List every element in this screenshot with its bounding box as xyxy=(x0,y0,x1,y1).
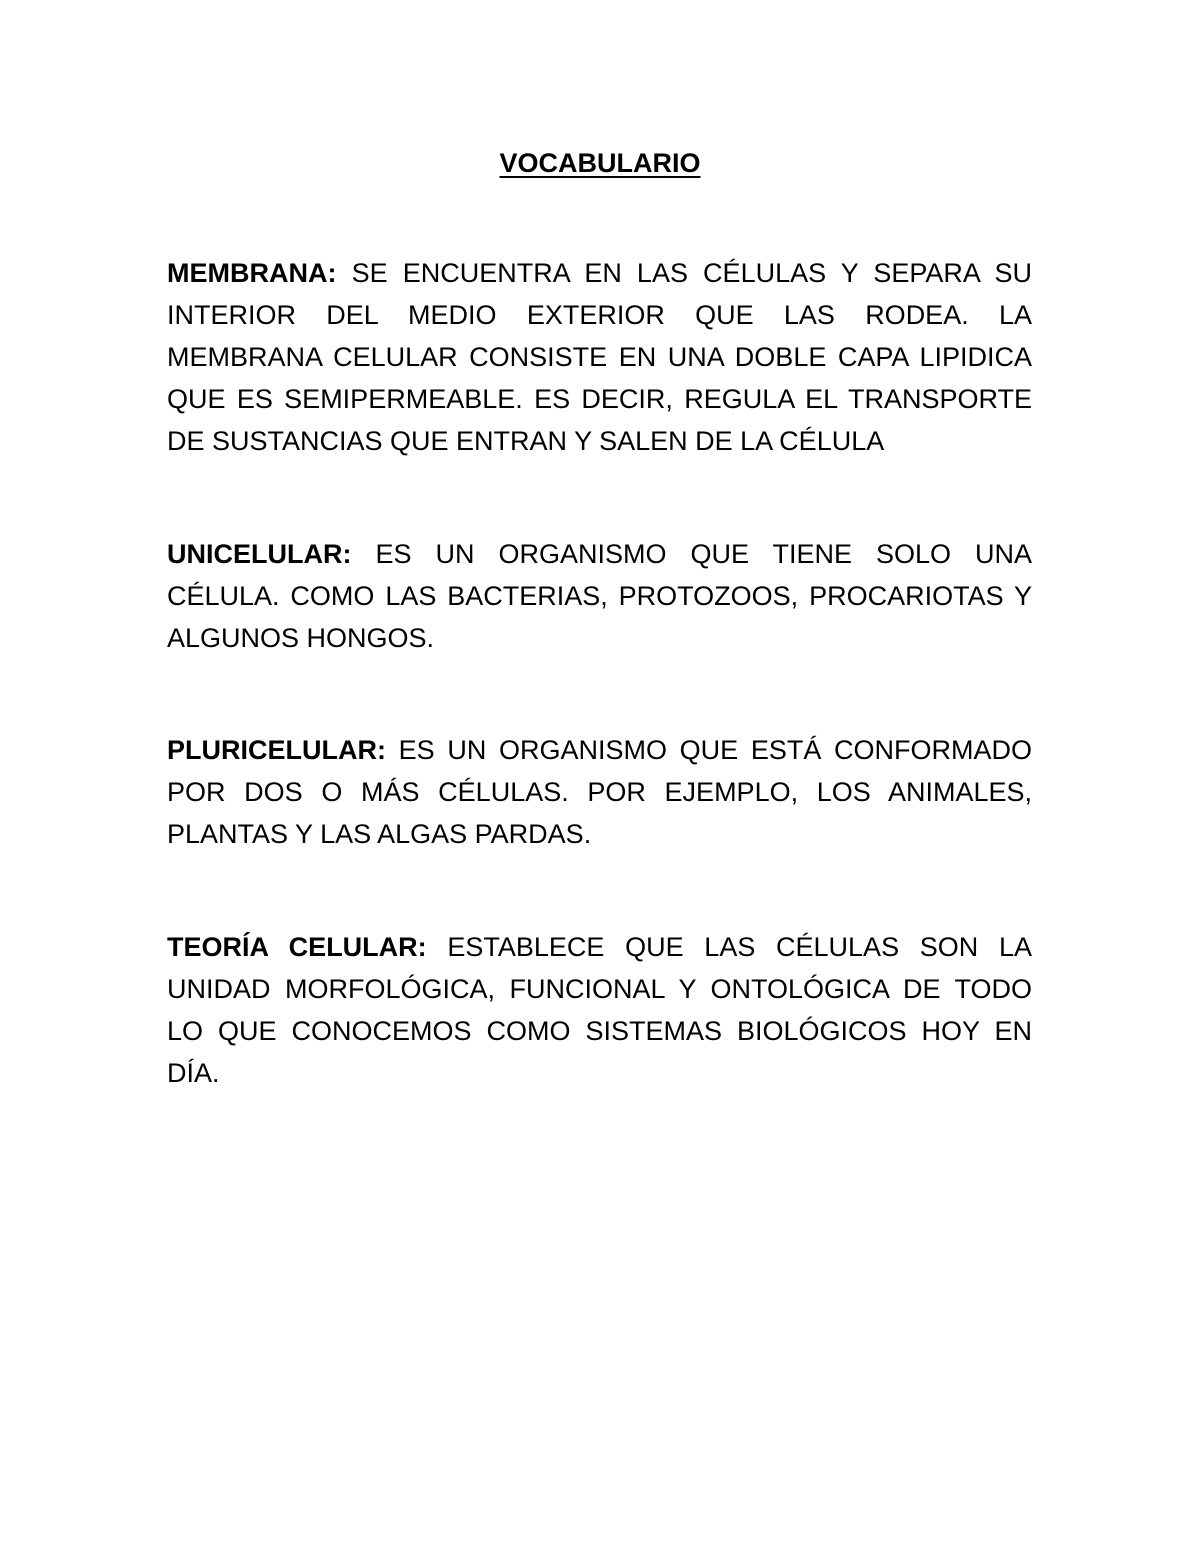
entry-definition: ESTABLECE QUE LAS CÉLULAS SON LA UNIDAD MORFOLÓGICA, FUNCIONAL Y ONTOLÓGICA DE TODO LO QUE CONOCEMOS COMO SISTEMAS BIOLÓGICOS HOY EN DÍA. xyxy=(167,932,1032,1088)
vocabulary-entry-unicelular xyxy=(167,533,1032,659)
entry-term: PLURICELULAR: xyxy=(167,735,386,765)
entry-term: UNICELULAR: xyxy=(167,539,352,569)
vocabulary-entry-membrana xyxy=(167,252,1032,462)
vocabulary-entry-pluricelular xyxy=(167,729,1032,855)
entry-definition: SE ENCUENTRA EN LAS CÉLULAS Y SEPARA SU INTERIOR DEL MEDIO EXTERIOR QUE LAS RODEA. LA MEMBRANA CELULAR CONSISTE EN UNA DOBLE CAPA LIPIDICA QUE ES SEMIPERMEABLE. ES DECIR, REGULA EL TRANSPORTE DE SUSTANCIAS QUE ENTRAN Y SALEN DE LA CÉLULA xyxy=(167,258,1032,456)
document-title: VOCABULARIO xyxy=(499,148,701,178)
vocabulary-entry-teoria-celular xyxy=(167,926,1032,1094)
entry-term: MEMBRANA: xyxy=(167,258,337,288)
entry-term: TEORÍA CELULAR: xyxy=(167,932,427,962)
entry-definition: ES UN ORGANISMO QUE TIENE SOLO UNA CÉLULA. COMO LAS BACTERIAS, PROTOZOOS, PROCARIOTAS Y ALGUNOS HONGOS. xyxy=(167,539,1032,653)
entry-definition: ES UN ORGANISMO QUE ESTÁ CONFORMADO POR DOS O MÁS CÉLULAS. POR EJEMPLO, LOS ANIMALES, PLANTAS Y LAS ALGAS PARDAS. xyxy=(167,735,1032,849)
